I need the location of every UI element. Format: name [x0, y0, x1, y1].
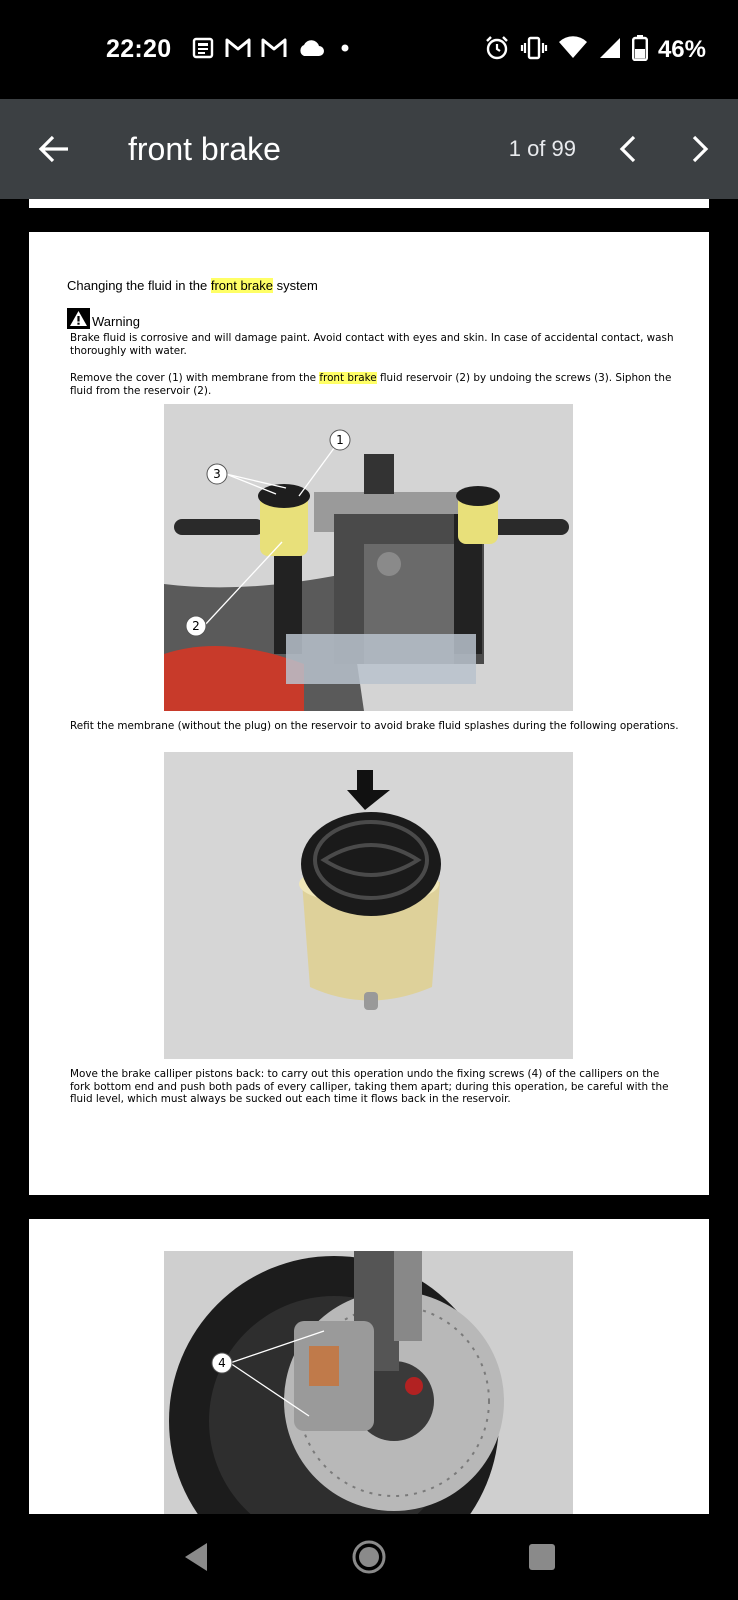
system-icons [484, 35, 706, 65]
nav-recents-button[interactable] [512, 1527, 572, 1587]
news-icon [191, 36, 215, 64]
triangle-back-icon [181, 1540, 211, 1574]
document-viewer[interactable] [0, 199, 738, 1514]
gmail-icon [225, 37, 251, 63]
battery-icon [632, 35, 648, 65]
callout-label: 3 [213, 467, 221, 481]
search-highlight: front brake [210, 278, 273, 293]
nav-home-button[interactable] [339, 1527, 399, 1587]
vibrate-icon [520, 35, 548, 65]
wifi-icon [558, 36, 588, 64]
search-query[interactable]: front brake [128, 130, 281, 167]
nav-back-button[interactable] [166, 1527, 226, 1587]
previous-match-button[interactable] [600, 119, 656, 179]
warning-text: Brake fluid is corrosive and will damage paint. Avoid contact with eyes and skin. In case of accidental contact, wash thoroughly with water. [70, 332, 674, 357]
alarm-icon [484, 35, 510, 65]
membrane-photo [164, 752, 573, 1059]
dot-icon [335, 38, 355, 62]
find-in-document-bar [0, 99, 738, 199]
section-heading: Changing the fluid in the front brake system [67, 278, 318, 293]
arrow-back-icon [37, 132, 71, 166]
warning-label: Warning [92, 314, 140, 329]
next-match-button[interactable] [672, 119, 728, 179]
callout-label: 2 [192, 619, 200, 633]
home-circle-icon [350, 1538, 388, 1576]
callout-label: 1 [336, 433, 344, 447]
document-page [29, 232, 709, 1195]
recents-square-icon [527, 1542, 557, 1572]
warning-header [67, 308, 140, 329]
callout-label: 4 [218, 1356, 226, 1370]
warning-icon [67, 308, 90, 329]
paragraph-refit-membrane: Refit the membrane (without the plug) on the reservoir to avoid brake fluid splashes during the following operations. [70, 720, 679, 732]
previous-page [29, 199, 709, 208]
signal-icon [598, 36, 622, 64]
calliper-photo [164, 1251, 573, 1514]
cloud-icon [297, 38, 325, 62]
search-highlight: front brake [319, 372, 377, 384]
battery-percent: 46% [657, 35, 706, 63]
notification-icons [191, 36, 355, 64]
paragraph-move-pistons: Move the brake calliper pistons back: to carry out this operation undo the fixing screws (4) of the callipers on the fork bottom end and push both pads of every calliper, taking them apart; during this operation, be careful with the fluid level, which must always be sucked out each time it flows back in the reservoir. [70, 1068, 669, 1105]
back-button[interactable] [24, 119, 84, 179]
chevron-left-icon [616, 134, 640, 164]
paragraph-remove-cover: Remove the cover (1) with membrane from the front brake fluid reservoir (2) by undoing the screws (3). Siphon the fluid from the reservoir (2). [70, 372, 672, 397]
gmail-icon [261, 37, 287, 63]
status-bar [0, 0, 738, 99]
document-page [29, 1219, 709, 1514]
system-navigation-bar [0, 1514, 738, 1600]
chevron-right-icon [688, 134, 712, 164]
status-time: 22:20 [106, 35, 172, 63]
match-count: 1 of 99 [508, 136, 576, 161]
reservoir-photo [164, 404, 573, 711]
